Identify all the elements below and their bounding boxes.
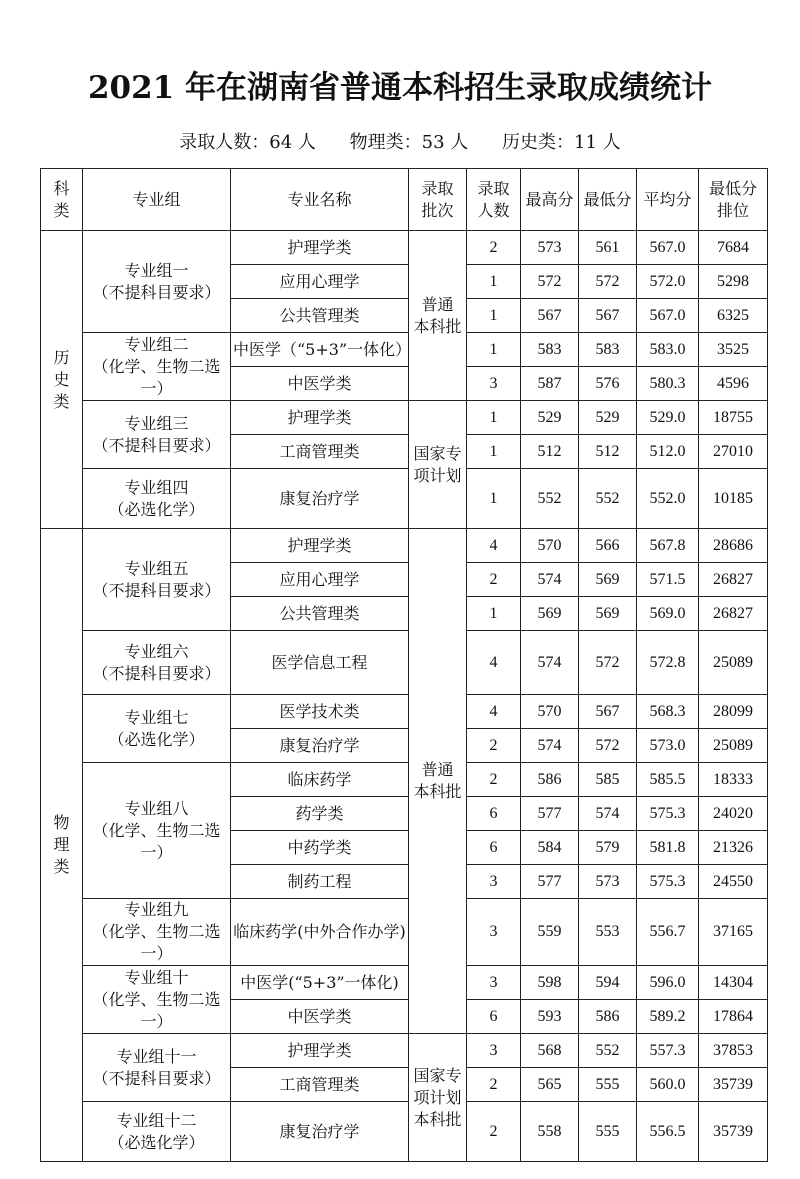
table-row [41,401,768,435]
avg-cell: 529.0 [637,401,699,435]
summary-total: 录取人数：64 人 [179,132,316,153]
major-cell: 护理学类 [231,401,409,435]
major-cell: 护理学类 [231,529,409,563]
avg-cell: 568.3 [637,695,699,729]
min-cell: 594 [579,966,637,1000]
table-row [41,231,768,265]
count-cell: 6 [467,1000,521,1034]
header-count: 录取 人数 [467,169,521,231]
count-cell: 2 [467,563,521,597]
major-cell: 康复治疗学 [231,469,409,529]
count-cell: 1 [467,401,521,435]
max-cell: 587 [521,367,579,401]
min-cell: 555 [579,1068,637,1102]
major-cell: 工商管理类 [231,1068,409,1102]
count-cell: 6 [467,797,521,831]
major-cell: 医学信息工程 [231,631,409,695]
avg-cell: 571.5 [637,563,699,597]
rank-cell: 18333 [699,763,768,797]
min-cell: 586 [579,1000,637,1034]
avg-cell: 557.3 [637,1034,699,1068]
count-cell: 2 [467,729,521,763]
rank-cell: 25089 [699,631,768,695]
avg-cell: 583.0 [637,333,699,367]
batch-cell: 国家专 项计划 [409,401,467,529]
group-cell: 专业组十二 （必选化学） [83,1102,231,1162]
group-cell: 专业组十 （化学、生物二选一） [83,966,231,1034]
rank-cell: 17864 [699,1000,768,1034]
table-row [41,1102,768,1162]
rank-cell: 4596 [699,367,768,401]
group-cell: 专业组三 （不提科目要求） [83,401,231,469]
rank-cell: 6325 [699,299,768,333]
max-cell: 574 [521,563,579,597]
rank-cell: 37165 [699,899,768,966]
count-cell: 3 [467,966,521,1000]
major-cell: 中医学（“5+3”一体化） [231,333,409,367]
max-cell: 568 [521,1034,579,1068]
major-cell: 中医学类 [231,367,409,401]
min-cell: 512 [579,435,637,469]
avg-cell: 589.2 [637,1000,699,1034]
group-cell: 专业组五 （不提科目要求） [83,529,231,631]
count-cell: 1 [467,265,521,299]
count-cell: 4 [467,529,521,563]
min-cell: 555 [579,1102,637,1162]
min-cell: 579 [579,831,637,865]
max-cell: 574 [521,631,579,695]
max-cell: 529 [521,401,579,435]
max-cell: 558 [521,1102,579,1162]
major-cell: 医学技术类 [231,695,409,729]
max-cell: 569 [521,597,579,631]
category-physics: 物 理 类 [41,529,83,1162]
count-cell: 1 [467,435,521,469]
count-cell: 2 [467,1102,521,1162]
max-cell: 572 [521,265,579,299]
avg-cell: 575.3 [637,797,699,831]
rank-cell: 35739 [699,1068,768,1102]
rank-cell: 21326 [699,831,768,865]
avg-cell: 585.5 [637,763,699,797]
rank-cell: 10185 [699,469,768,529]
count-cell: 3 [467,367,521,401]
max-cell: 593 [521,1000,579,1034]
rank-cell: 28686 [699,529,768,563]
min-cell: 576 [579,367,637,401]
min-cell: 566 [579,529,637,563]
batch-cell: 普通 本科批 [409,231,467,401]
major-cell: 应用心理学 [231,265,409,299]
count-cell: 4 [467,695,521,729]
avg-cell: 572.0 [637,265,699,299]
rank-cell: 24550 [699,865,768,899]
min-cell: 569 [579,563,637,597]
avg-cell: 596.0 [637,966,699,1000]
min-cell: 574 [579,797,637,831]
major-cell: 制药工程 [231,865,409,899]
max-cell: 598 [521,966,579,1000]
admission-table [40,168,768,1162]
avg-cell: 560.0 [637,1068,699,1102]
min-cell: 561 [579,231,637,265]
min-cell: 567 [579,299,637,333]
rank-cell: 28099 [699,695,768,729]
table-row [41,529,768,563]
header-group: 专业组 [83,169,231,231]
major-cell: 中药学类 [231,831,409,865]
major-cell: 临床药学 [231,763,409,797]
max-cell: 577 [521,797,579,831]
max-cell: 512 [521,435,579,469]
max-cell: 565 [521,1068,579,1102]
min-cell: 573 [579,865,637,899]
rank-cell: 14304 [699,966,768,1000]
major-cell: 中医学(“5+3”一体化) [231,966,409,1000]
max-cell: 559 [521,899,579,966]
min-cell: 553 [579,899,637,966]
avg-cell: 567.0 [637,299,699,333]
count-cell: 4 [467,631,521,695]
group-cell: 专业组八 （化学、生物二选一） [83,763,231,899]
major-cell: 公共管理类 [231,597,409,631]
max-cell: 586 [521,763,579,797]
table-row [41,763,768,797]
rank-cell: 24020 [699,797,768,831]
header-min: 最低分 [579,169,637,231]
max-cell: 552 [521,469,579,529]
rank-cell: 37853 [699,1034,768,1068]
count-cell: 3 [467,865,521,899]
count-cell: 2 [467,1068,521,1102]
header-max: 最高分 [521,169,579,231]
max-cell: 567 [521,299,579,333]
avg-cell: 567.0 [637,231,699,265]
table-row [41,1034,768,1068]
major-cell: 中医学类 [231,1000,409,1034]
major-cell: 康复治疗学 [231,729,409,763]
count-cell: 3 [467,1034,521,1068]
header-subject: 科 类 [41,169,83,231]
avg-cell: 556.5 [637,1102,699,1162]
rank-cell: 26827 [699,597,768,631]
count-cell: 1 [467,469,521,529]
min-cell: 567 [579,695,637,729]
major-cell: 工商管理类 [231,435,409,469]
rank-cell: 27010 [699,435,768,469]
table-row [41,899,768,966]
avg-cell: 580.3 [637,367,699,401]
rank-cell: 7684 [699,231,768,265]
count-cell: 3 [467,899,521,966]
rank-cell: 35739 [699,1102,768,1162]
max-cell: 570 [521,695,579,729]
min-cell: 583 [579,333,637,367]
count-cell: 1 [467,597,521,631]
min-cell: 572 [579,729,637,763]
min-cell: 572 [579,265,637,299]
avg-cell: 581.8 [637,831,699,865]
min-cell: 585 [579,763,637,797]
min-cell: 552 [579,469,637,529]
min-cell: 572 [579,631,637,695]
avg-cell: 572.8 [637,631,699,695]
category-history: 历 史 类 [41,231,83,529]
major-cell: 药学类 [231,797,409,831]
group-cell: 专业组十一 （不提科目要求） [83,1034,231,1102]
max-cell: 573 [521,231,579,265]
count-cell: 6 [467,831,521,865]
max-cell: 583 [521,333,579,367]
rank-cell: 18755 [699,401,768,435]
summary-line [0,128,800,154]
rank-cell: 26827 [699,563,768,597]
avg-cell: 552.0 [637,469,699,529]
header-avg: 平均分 [637,169,699,231]
avg-cell: 556.7 [637,899,699,966]
count-cell: 2 [467,231,521,265]
header-rank: 最低分 排位 [699,169,768,231]
count-cell: 2 [467,763,521,797]
batch-cell: 国家专 项计划 本科批 [409,1034,467,1162]
major-cell: 临床药学(中外合作办学) [231,899,409,966]
max-cell: 570 [521,529,579,563]
rank-cell: 3525 [699,333,768,367]
page-title: 2021 年在湖南省普通本科招生录取成绩统计 [87,70,713,106]
count-cell: 1 [467,333,521,367]
group-cell: 专业组二 （化学、生物二选一） [83,333,231,401]
summary-physics: 物理类：53 人 [349,132,469,153]
count-cell: 1 [467,299,521,333]
max-cell: 577 [521,865,579,899]
table-row [41,333,768,367]
table-header-row [41,169,768,231]
summary-history: 历史类：11 人 [502,132,621,153]
max-cell: 574 [521,729,579,763]
header-batch: 录取 批次 [409,169,467,231]
major-cell: 应用心理学 [231,563,409,597]
min-cell: 529 [579,401,637,435]
rank-cell: 5298 [699,265,768,299]
batch-cell: 普通 本科批 [409,529,467,1034]
group-cell: 专业组六 （不提科目要求） [83,631,231,695]
major-cell: 护理学类 [231,231,409,265]
avg-cell: 575.3 [637,865,699,899]
group-cell: 专业组九 （化学、生物二选一） [83,899,231,966]
table-row [41,966,768,1000]
max-cell: 584 [521,831,579,865]
rank-cell: 25089 [699,729,768,763]
table-row [41,695,768,729]
major-cell: 护理学类 [231,1034,409,1068]
min-cell: 552 [579,1034,637,1068]
group-cell: 专业组七 （必选化学） [83,695,231,763]
min-cell: 569 [579,597,637,631]
avg-cell: 569.0 [637,597,699,631]
avg-cell: 512.0 [637,435,699,469]
group-cell: 专业组一 （不提科目要求） [83,231,231,333]
header-major: 专业名称 [231,169,409,231]
avg-cell: 573.0 [637,729,699,763]
major-cell: 公共管理类 [231,299,409,333]
major-cell: 康复治疗学 [231,1102,409,1162]
table-row [41,469,768,529]
table-row [41,631,768,695]
group-cell: 专业组四 （必选化学） [83,469,231,529]
avg-cell: 567.8 [637,529,699,563]
